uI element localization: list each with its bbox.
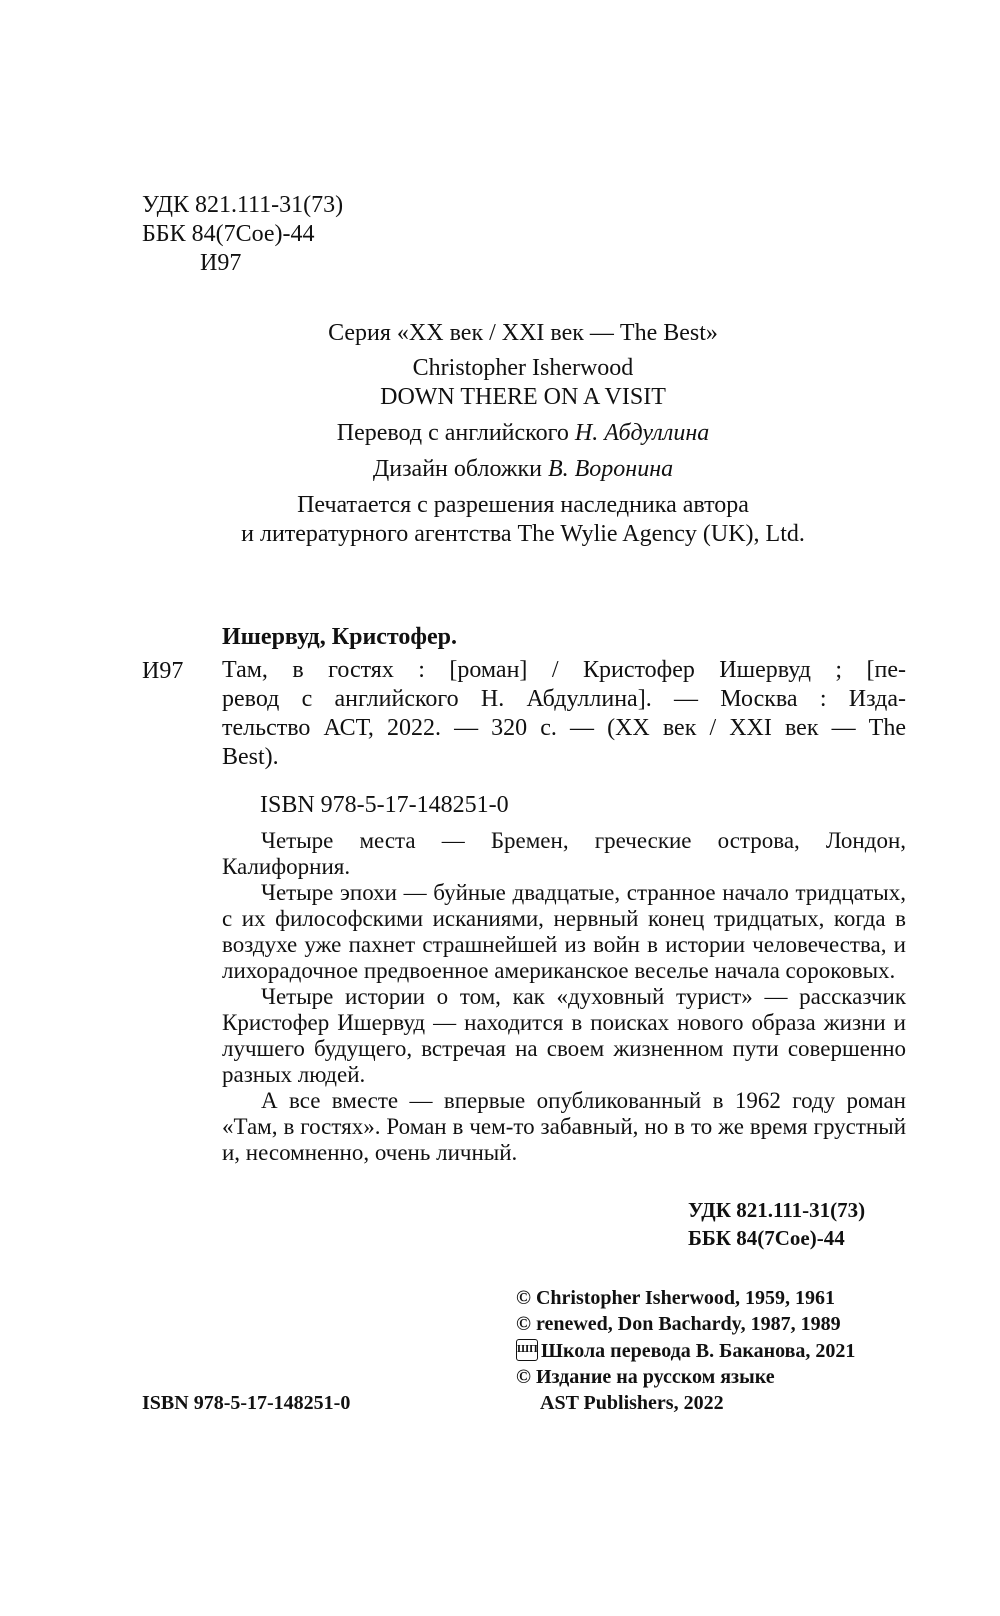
annotation-paragraph: А все вместе — впервые опубликованный в 1962 году роман «Там, в гостях». Роман в чем-то забавный, но в то же время грустный и, несомненно, очень личный. xyxy=(222,1088,906,1165)
annotation-paragraph: Четыре истории о том, как «духовный турист» — рассказчик Кристофер Ишервуд — находится в поисках нового образа жизни и лучшего будущего, встречая на своем жизненном пути совершенно разных людей. xyxy=(222,984,906,1087)
catalog-entry-line: Там, в гостях : [роман] / Кристофер Ишервуд ; [пе- xyxy=(222,657,906,683)
copyright-author: © Christopher Isherwood, 1959, 1961 xyxy=(516,1287,836,1309)
annotation xyxy=(222,828,906,1166)
catalog-entry-line: Best). xyxy=(222,744,279,770)
annotation-paragraph: Четыре места — Бремен, греческие острова, Лондон, Калифорния. xyxy=(222,828,906,879)
original-author: Christopher Isherwood xyxy=(412,355,634,381)
design-prefix: Дизайн обложки xyxy=(372,456,542,482)
catalog-isbn: ISBN 978-5-17-148251-0 xyxy=(260,792,509,818)
translation-school-logo-icon: ШП xyxy=(516,1339,538,1361)
copyright-translation xyxy=(516,1338,855,1364)
translation-prefix: Перевод с английского xyxy=(336,420,569,446)
bbk-code-top: ББК 84(7Сое)-44 xyxy=(142,221,315,247)
catalog-author-heading: Ишервуд, Кристофер. xyxy=(222,624,458,650)
catalog-entry xyxy=(222,656,906,772)
copyright-translation-text: Школа перевода В. Баканова, 2021 xyxy=(541,1340,856,1362)
bbk-code-bottom: ББК 84(7Сое)-44 xyxy=(688,1226,845,1250)
permission-line-1: Печатается с разрешения наследника автора xyxy=(297,492,749,518)
copyright-renewed: © renewed, Don Bachardy, 1987, 1989 xyxy=(516,1313,841,1335)
designer-name: В. Воронина xyxy=(547,456,674,482)
catalog-mark: И97 xyxy=(142,658,184,684)
copyright-publisher: AST Publishers, 2022 xyxy=(540,1392,724,1414)
design-credit xyxy=(140,454,906,484)
catalog-entry-line: ревод с английского Н. Абдуллина]. — Москва : Изда- xyxy=(222,686,906,712)
translator-name: Н. Абдуллина xyxy=(574,420,710,446)
original-title: DOWN THERE ON A VISIT xyxy=(380,384,666,410)
udk-code-bottom: УДК 821.111-31(73) xyxy=(688,1198,866,1222)
copyright-edition: © Издание на русском языке xyxy=(516,1366,775,1388)
catalog-entry-line: тельство АСТ, 2022. — 320 с. — (XX век / XXI век — The xyxy=(222,715,906,741)
author-mark-top: И97 xyxy=(200,250,242,276)
translation-credit xyxy=(140,418,906,448)
udk-code-top: УДК 821.111-31(73) xyxy=(142,192,344,218)
annotation-paragraph: Четыре эпохи — буйные двадцатые, странное начало тридцатых, с их философскими исканиями, нервный конец тридцатых, когда в воздухе уже пахнет страшнейшей из войн в истории человечества, и лихорадочное предвоенное американское веселье начала сороковых. xyxy=(222,880,906,983)
permission-line-2: и литературного агентства The Wylie Agency (UK), Ltd. xyxy=(241,521,805,547)
series-line: Серия «XX век / XXI век — The Best» xyxy=(328,320,718,346)
isbn-bottom: ISBN 978-5-17-148251-0 xyxy=(142,1392,351,1414)
